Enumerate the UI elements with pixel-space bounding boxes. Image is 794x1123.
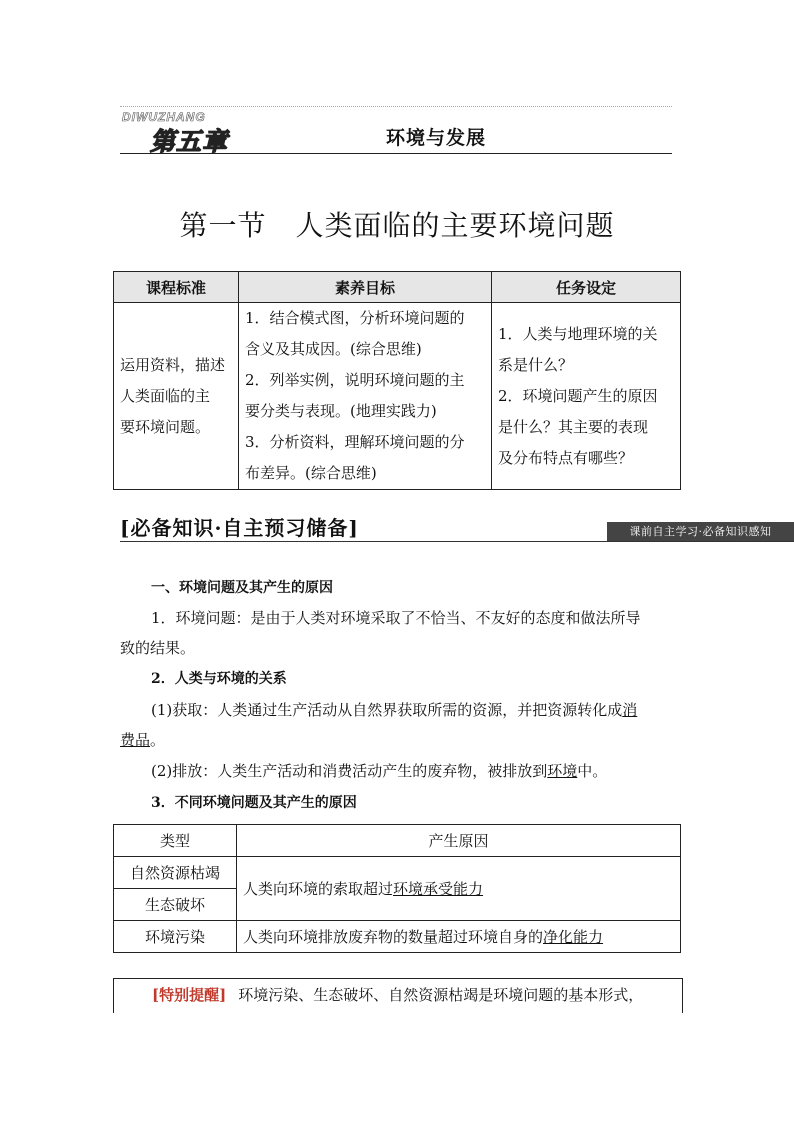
- table-header-row: [114, 272, 681, 303]
- section-banner: [必备知识·自主预习储备]: [120, 516, 359, 540]
- header-dotted-rule: [120, 106, 672, 107]
- chapter-title: 环境与发展: [386, 127, 487, 149]
- text: 中。: [577, 762, 608, 780]
- standards-table: [113, 271, 681, 490]
- type-cell: 自然资源枯竭: [114, 857, 237, 889]
- goal-line: 布差异。(综合思维): [245, 464, 377, 482]
- paragraph-2b: [120, 756, 682, 786]
- header-type: 类型: [114, 825, 237, 857]
- standard-line: 人类面临的主: [120, 386, 211, 405]
- tasks-cell: [492, 303, 681, 490]
- table-row: [114, 857, 681, 889]
- task-line: 系是什么？: [498, 355, 574, 374]
- header-tasks: 任务设定: [492, 272, 681, 303]
- section-title: 第一节 人类面临的主要环境问题: [179, 209, 615, 242]
- table-row: [114, 303, 681, 490]
- cause-cell: [237, 921, 681, 953]
- text: 人类向环境的索取超过: [243, 880, 394, 898]
- answer-underline: 环境承受能力: [393, 880, 484, 898]
- goal-line: 含义及其成因。(综合思维): [245, 340, 422, 358]
- chapter-number: 第五章: [150, 127, 229, 156]
- text: (1)获取：人类通过生产活动从自然界获取所需的资源，并把资源转化成: [151, 701, 623, 719]
- cause-cell: [237, 857, 681, 921]
- header-rule: [120, 153, 672, 154]
- goal-line: 要分类与表现。(地理实践力): [245, 402, 437, 420]
- banner-rule: [120, 541, 794, 542]
- paragraph-1: 1．环境问题：是由于人类对环境采取了不恰当、不友好的态度和做法所导: [151, 609, 641, 627]
- heading-2: 2．人类与环境的关系: [151, 671, 287, 687]
- answer-underline: 费品: [120, 731, 151, 749]
- text: 人类向环境排放废弃物的数量超过环境自身的: [243, 928, 544, 946]
- answer-underline: 消: [622, 701, 638, 719]
- task-line: 1．人类与地理环境的关: [498, 324, 658, 343]
- standard-line: 运用资料，描述: [120, 355, 226, 374]
- note-body: 环境污染、生态破坏、自然资源枯竭是环境问题的基本形式，: [238, 986, 644, 1004]
- note-text: [152, 984, 643, 1005]
- paragraph-1-cont: 致的结果。: [120, 639, 196, 657]
- goal-line: 3．分析资料，理解环境问题的分: [245, 433, 465, 451]
- type-cell: 生态破坏: [114, 889, 237, 921]
- paragraph-2a-cont: [120, 725, 682, 755]
- table-row: [114, 921, 681, 953]
- task-line: 2．环境问题产生的原因: [498, 386, 658, 405]
- chapter-pinyin: DIWUZHANG: [122, 110, 206, 124]
- text: 。: [150, 731, 166, 749]
- note-tag: [特别提醒]: [152, 986, 227, 1004]
- goal-line: 1．结合模式图，分析环境问题的: [245, 309, 465, 327]
- answer-underline: 净化能力: [543, 928, 604, 946]
- text: (2)排放：人类生产活动和消费活动产生的废弃物，被排放到: [151, 762, 548, 780]
- type-cell: 环境污染: [114, 921, 237, 953]
- heading-3: 3．不同环境问题及其产生的原因: [151, 795, 357, 811]
- table-header-row: [114, 825, 681, 857]
- task-line: 及分布特点有哪些？: [498, 448, 634, 467]
- paragraph-2a: [120, 695, 682, 725]
- header-cause: 产生原因: [237, 825, 681, 857]
- goals-cell: [239, 303, 492, 490]
- banner-ribbon: 课前自主学习·必备知识感知: [607, 522, 794, 541]
- header-standard: 课程标准: [114, 272, 239, 303]
- header-goals: 素养目标: [239, 272, 492, 303]
- heading-1: 一、环境问题及其产生的原因: [151, 580, 333, 596]
- standard-cell: [114, 303, 239, 490]
- standard-line: 要环境问题。: [120, 417, 211, 436]
- task-line: 是什么？其主要的表现: [498, 417, 649, 436]
- goal-line: 2．列举实例，说明环境问题的主: [245, 371, 465, 389]
- cause-table: [113, 824, 681, 953]
- answer-underline: 环境: [547, 762, 578, 780]
